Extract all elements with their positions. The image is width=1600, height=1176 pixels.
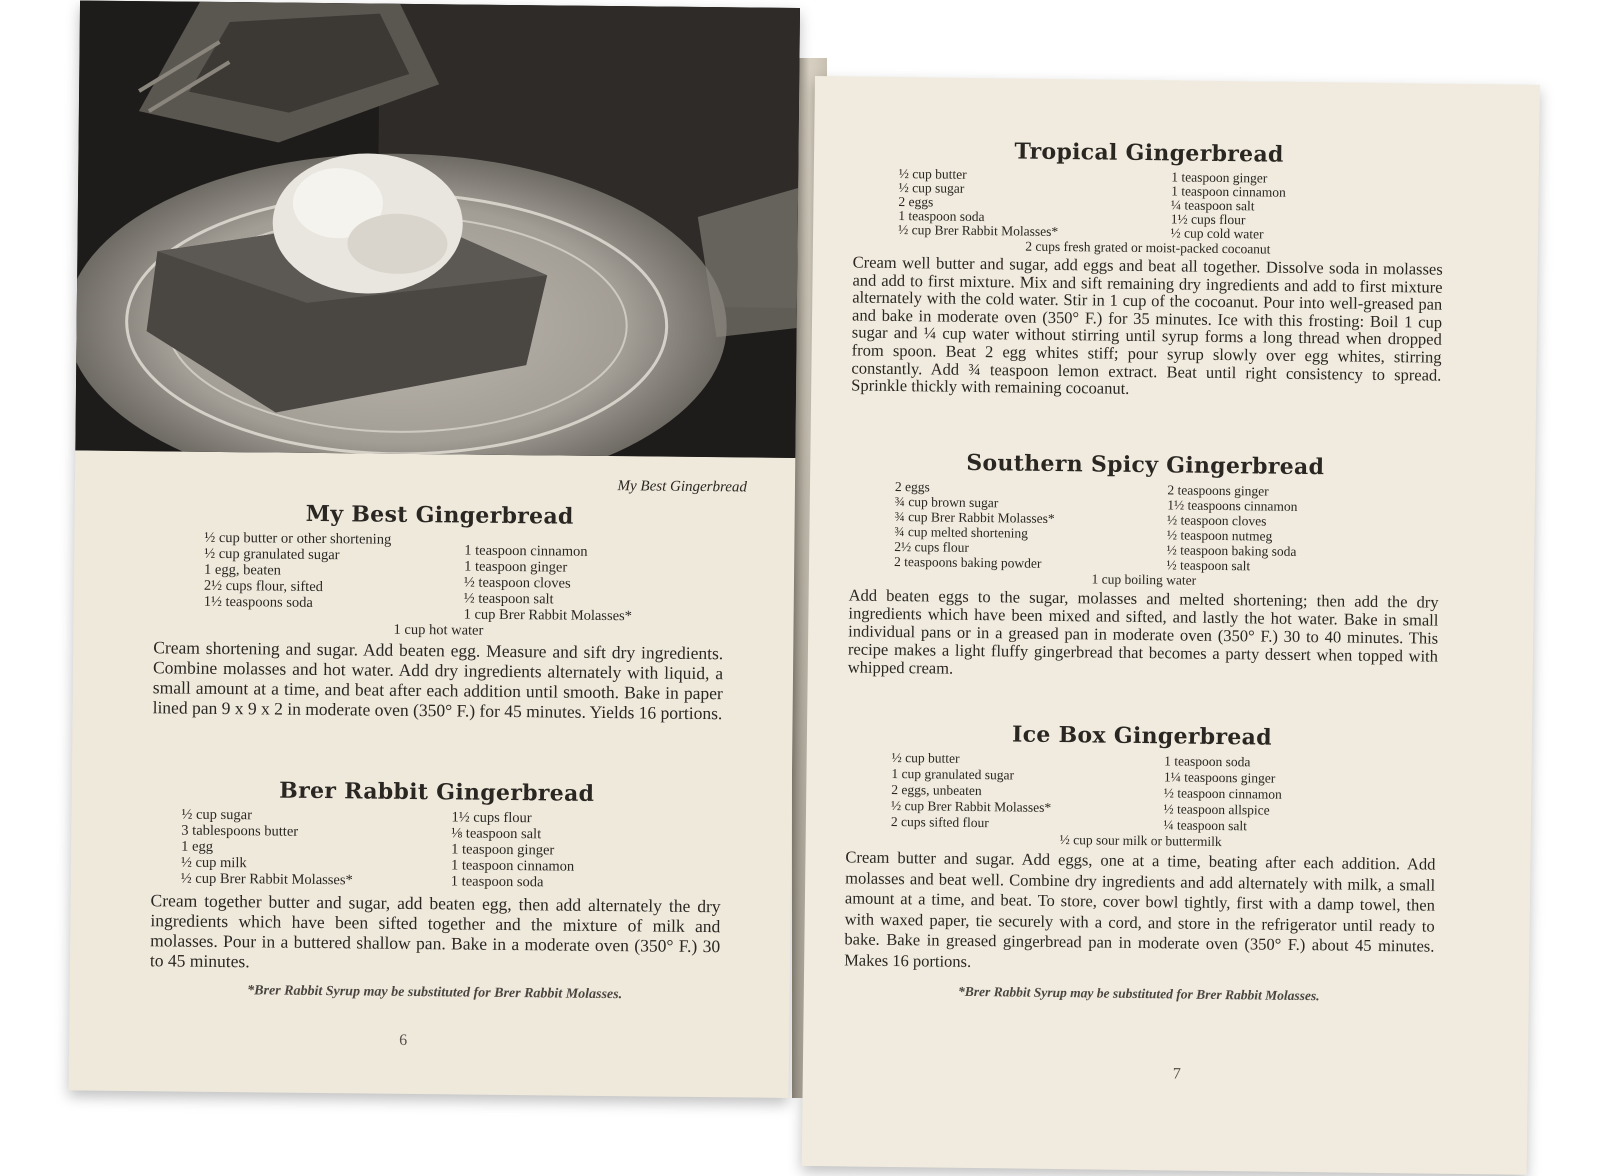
ingredient: 1 teaspoon cinnamon bbox=[450, 857, 575, 875]
ingredient: ½ cup Brer Rabbit Molasses* bbox=[180, 870, 353, 889]
ingredient: 1 teaspoon ginger bbox=[464, 558, 568, 576]
ingredient: ¼ teaspoon salt bbox=[1163, 817, 1248, 834]
recipe-brer-rabbit bbox=[70, 775, 792, 1005]
ingredient: 1½ cups flour bbox=[1170, 211, 1246, 228]
ingredient: 1 teaspoon ginger bbox=[1171, 169, 1268, 186]
ingredient: ½ cup sugar bbox=[898, 180, 965, 196]
ingredient: ⅛ teaspoon salt bbox=[451, 825, 542, 843]
ingredient: 1½ cups flour bbox=[451, 809, 532, 827]
ingredient: 1 cup Brer Rabbit Molasses* bbox=[463, 606, 633, 625]
ingredient: ½ cup butter or other shortening bbox=[204, 529, 392, 548]
ingredient: ½ cup Brer Rabbit Molasses* bbox=[891, 797, 1052, 815]
gingerbread-photo bbox=[75, 0, 800, 458]
ingredient: 1 egg bbox=[181, 838, 214, 855]
ingredient: ½ cup cold water bbox=[1170, 225, 1264, 242]
page-number: 7 bbox=[1172, 1065, 1181, 1083]
ingredient: ¼ teaspoon salt bbox=[1170, 197, 1255, 214]
ingredient: ½ teaspoon nutmeg bbox=[1166, 527, 1273, 544]
ingredient: 1 teaspoon ginger bbox=[451, 841, 555, 859]
ingredient: 3 tablespoons butter bbox=[181, 822, 299, 840]
ingredient: 2 eggs bbox=[894, 479, 930, 495]
ingredient-centered: 1 cup hot water bbox=[393, 621, 484, 639]
ingredient: 2½ cups flour bbox=[894, 539, 969, 555]
ingredient: ½ teaspoon salt bbox=[1166, 557, 1251, 574]
ingredient: ½ cup granulated sugar bbox=[204, 545, 340, 564]
ingredient: 2 cups sifted flour bbox=[890, 813, 989, 831]
ingredient: 2 teaspoons baking powder bbox=[893, 554, 1042, 571]
ingredient: 1 teaspoon soda bbox=[1164, 753, 1251, 770]
ingredient-list bbox=[853, 166, 1444, 243]
ingredient: 1½ teaspoons soda bbox=[203, 593, 313, 611]
recipe-method: Cream butter and sugar. Add eggs, one at a time, beating after each addition. Add molasses and beat well. Combine dry ingredients and add alternately with milk, a small amount at a time, and beat. To store, cover bowl tightly, first with a damp towel, then with waxed paper, tie securely with a cord, and store in the refrigerator until ready to bake. Bake in greased gingerbread pan in moderate oven (350° F.) about 45 minutes. Makes 16 portions. bbox=[844, 847, 1436, 971]
recipe-title: Southern Spicy Gingerbread bbox=[966, 449, 1325, 481]
ingredient: 1 teaspoon soda bbox=[898, 208, 985, 225]
ingredient: ½ teaspoon cloves bbox=[1167, 512, 1267, 529]
ingredient-centered: 2 cups fresh grated or moist-packed cocoanut bbox=[1025, 238, 1271, 257]
ingredient: ½ teaspoon cloves bbox=[463, 574, 571, 592]
recipe-title: Ice Box Gingerbread bbox=[1011, 721, 1273, 751]
ingredient: 1 cup granulated sugar bbox=[891, 765, 1015, 783]
recipe-method: Cream together butter and sugar, add beaten egg, then add alternately the dry ingredients which have been sifted together and the mixture of milk and molasses. Pour in a buttered shallow pan. Bake in a moderate oven (350° F.) 30 to 45 minutes. bbox=[149, 890, 721, 972]
ingredient: 1 teaspoon cinnamon bbox=[1171, 183, 1286, 200]
ingredient-list bbox=[154, 529, 725, 625]
ingredient: ½ teaspoon allspice bbox=[1163, 801, 1270, 818]
ingredient-list bbox=[151, 806, 722, 892]
recipe-title: Tropical Gingerbread bbox=[1014, 138, 1284, 168]
recipe-my-best bbox=[73, 498, 795, 724]
ingredient: ½ cup Brer Rabbit Molasses* bbox=[898, 222, 1059, 239]
page-number: 6 bbox=[399, 1031, 408, 1049]
ingredient: ½ cup butter bbox=[898, 166, 967, 182]
footnote: *Brer Rabbit Syrup may be substituted for Brer Rabbit Molasses. bbox=[247, 983, 623, 1003]
ingredient: ½ teaspoon baking soda bbox=[1166, 542, 1297, 559]
ingredient: ½ teaspoon salt bbox=[463, 590, 554, 608]
recipe-title: Brer Rabbit Gingerbread bbox=[279, 777, 595, 807]
ingredient: ¾ cup Brer Rabbit Molasses* bbox=[894, 509, 1055, 526]
recipe-tropical bbox=[811, 136, 1539, 403]
recipe-method: Cream shortening and sugar. Add beaten egg. Measure and sift dry ingredients. Combine molasses and hot water. Add dry ingredients alternately with liquid, a small amount at a time, and beat after each addition until smooth. Bake in paper lined pan 9 x 9 x 2 in moderate oven (350° F.) for 45 minutes. Yields 16 portions. bbox=[152, 637, 724, 724]
footnote: *Brer Rabbit Syrup may be substituted for Brer Rabbit Molasses. bbox=[957, 983, 1320, 1004]
ingredient-list bbox=[846, 749, 1437, 836]
recipe-southern-spicy bbox=[808, 448, 1536, 685]
ingredient: 1¼ teaspoons ginger bbox=[1163, 769, 1276, 786]
ingredient: 1½ teaspoons cinnamon bbox=[1167, 497, 1298, 514]
ingredient: 2 teaspoons ginger bbox=[1167, 482, 1269, 499]
ingredient: 1 egg, beaten bbox=[204, 561, 282, 579]
ingredient-centered: 1 cup boiling water bbox=[1091, 571, 1197, 588]
ingredient: ¾ cup brown sugar bbox=[894, 494, 999, 511]
recipe-method: Add beaten eggs to the sugar, molasses and melted shortening; then add the dry ingredients which have been mixed and sifted, and lastly the hot water. Bake in small individual pans or in a greased pan in moderate oven (350° F.) 30 to 40 minutes. This recipe makes a light fluffy gingerbread that becomes a party dessert when topped with whipped cream. bbox=[847, 585, 1439, 678]
ingredient: ½ cup butter bbox=[891, 749, 960, 766]
ingredient: 2 eggs, unbeaten bbox=[891, 781, 982, 799]
ingredient-list bbox=[849, 478, 1440, 575]
recipe-title: My Best Gingerbread bbox=[305, 500, 574, 530]
ingredient: ½ cup sugar bbox=[181, 806, 253, 824]
recipe-method: Cream well butter and sugar, add eggs and beat all together. Dissolve soda in molasses and add to first mixture. Mix and sift remaining dry ingredients and add to first mixture alternately with the cold water. Stir in 1 cup of the cocoanut. Pour into well-greased pan and bake in moderate oven (350° F.) for 35 minutes. Ice with this frosting: Boil 1 cup sugar and ¼ cup water without stirring until syrup forms a long thread when dropped from spoon. Beat 2 egg whites stiff; pour syrup slowly over egg whites, stirring constantly. Add ¾ teaspoon lemon extract. Beat until right consistency to spread. Sprinkle thickly with remaining cocoanut. bbox=[851, 252, 1443, 399]
ingredient: 1 teaspoon cinnamon bbox=[464, 542, 588, 560]
ingredient: ¾ cup melted shortening bbox=[894, 524, 1029, 541]
ingredient: 1 teaspoon soda bbox=[450, 873, 544, 891]
open-booklet bbox=[80, 8, 1540, 1138]
ingredient: ½ teaspoon cinnamon bbox=[1163, 785, 1282, 802]
right-page bbox=[802, 76, 1540, 1175]
ingredient-centered: ½ cup sour milk or buttermilk bbox=[1059, 832, 1222, 850]
ingredient: 2½ cups flour, sifted bbox=[203, 577, 324, 596]
ingredient: ½ cup milk bbox=[180, 854, 247, 872]
ingredient: 2 eggs bbox=[898, 194, 934, 210]
photo-caption: My Best Gingerbread bbox=[617, 478, 748, 496]
left-page bbox=[69, 0, 800, 1097]
recipe-ice-box bbox=[804, 719, 1532, 1007]
